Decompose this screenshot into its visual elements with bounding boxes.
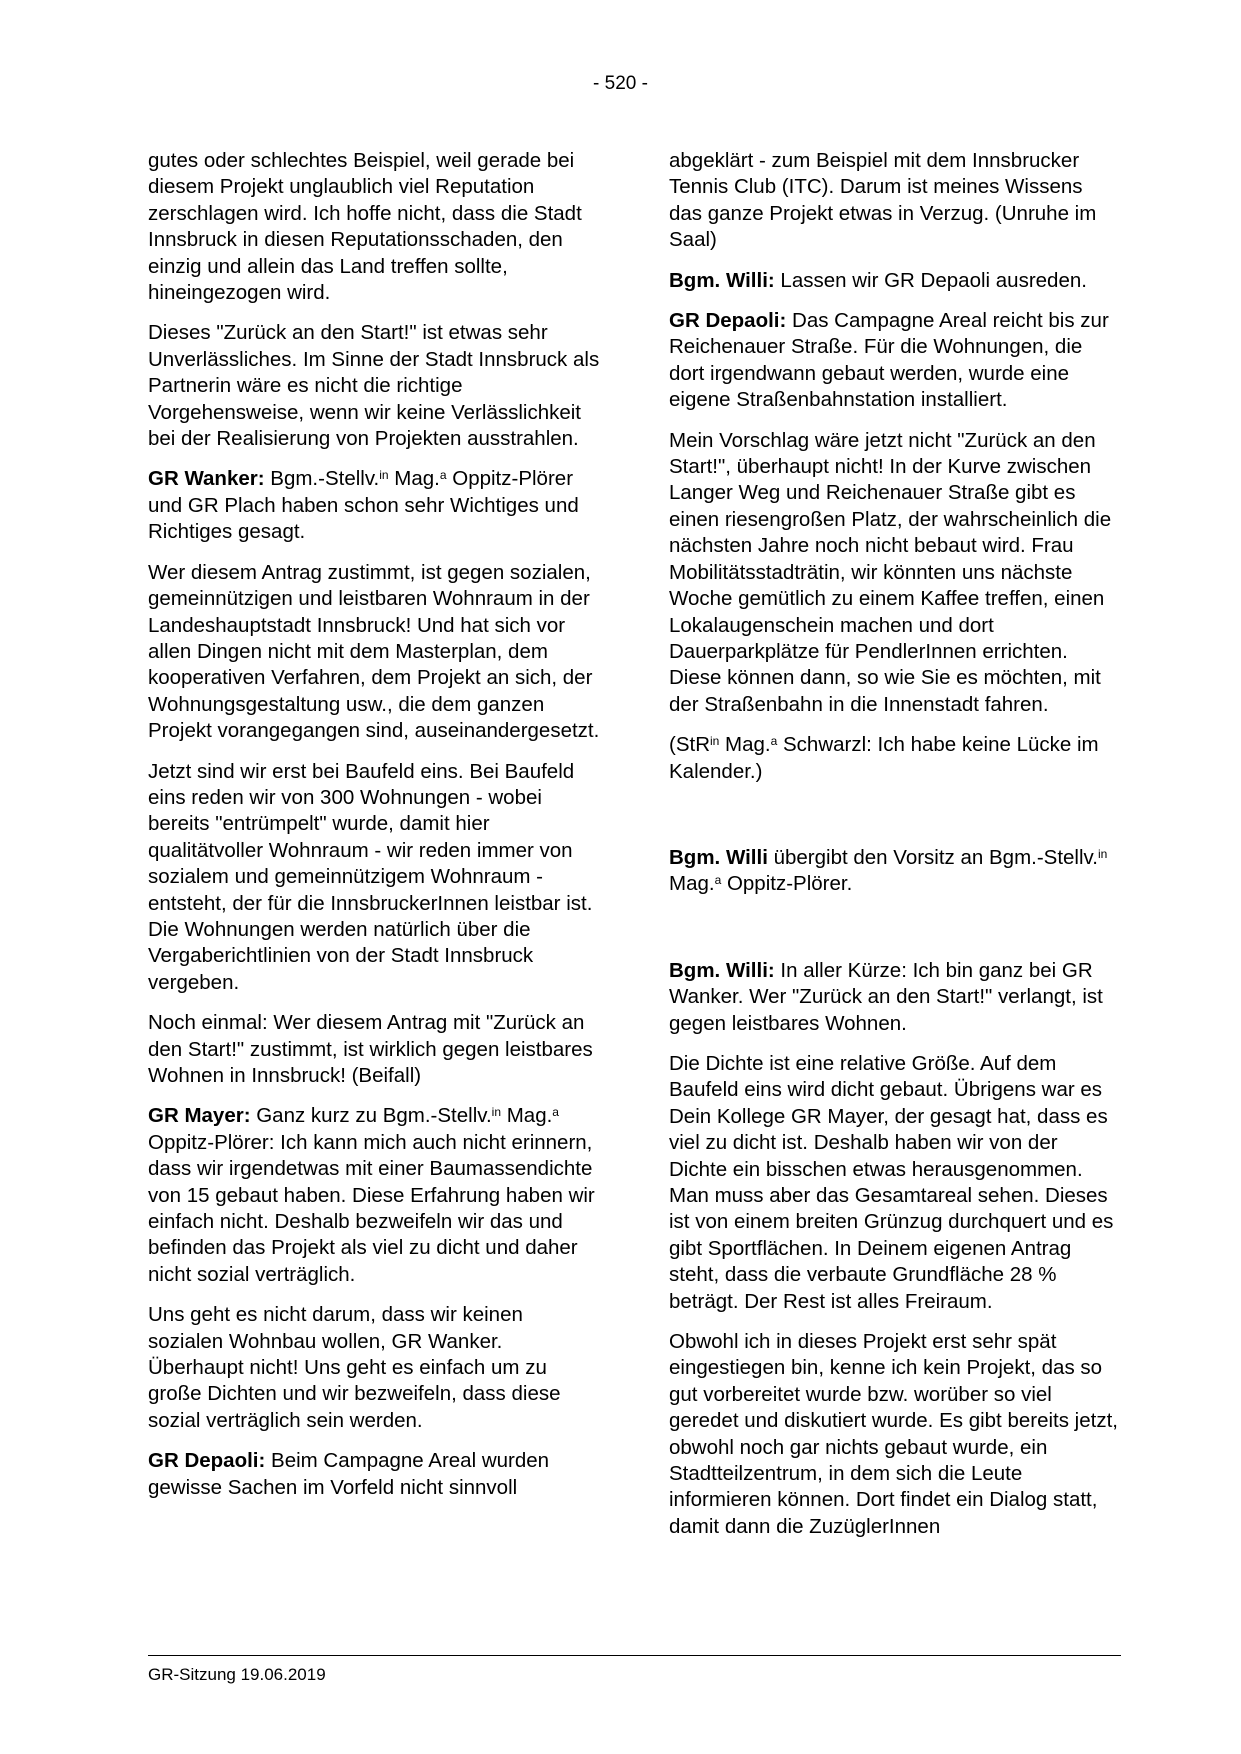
right-column [669,148,1121,1554]
superscript-suffix: a [714,873,722,888]
speaker-paragraph: Bgm. Willi übergibt den Vorsitz an Bgm.-Stellv.$^{in}$ Mag.$^a$ Oppitz-Plörer. [669,845,1108,896]
body-paragraph: Jetzt sind wir erst bei Baufeld eins. Bei Baufeld eins reden wir von 300 Wohnungen - wobei bereits "entrümpelt" wurde, damit hier qualitätvoller Wohnraum - wir reden immer von sozialem und gemeinnützigem Wohnraum - entsteht, der für die InnsbruckerInnen leistbar ist. Die Wohnungen werden natürlich über die Vergaberichtlinien von der Stadt Innsbruck vergeben. [148,759,593,994]
body-paragraph: gutes oder schlechtes Beispiel, weil gerade bei diesem Projekt unglaublich viel Reputation zerschlagen wird. Ich hoffe nicht, dass die Stadt Innsbruck in diesen Reputationsschaden, den einzig und allein das Land treffen sollte, hineingezogen wird. [148,149,582,305]
speaker-name: GR Depaoli: [669,309,787,333]
body-paragraph: abgeklärt - zum Beispiel mit dem Innsbrucker Tennis Club (ITC). Darum ist meines Wissens das ganze Projekt etwas in Verzug. (Unruhe im Saal) [669,149,1097,252]
body-paragraph: Wer diesem Antrag zustimmt, ist gegen sozialen, gemeinnützigen und leistbaren Wohnraum in der Landeshauptstadt Innsbruck! Und hat sich vor allen Dingen nicht mit dem Masterplan, dem kooperativen Verfahren, dem Projekt an sich, der Wohnungsgestaltung usw., die dem ganzen Projekt vorangegangen sind, auseinandergesetzt. [148,560,600,743]
speaker-paragraph: GR Wanker: Bgm.-Stellv.$^{in}$ Mag.$^a$ Oppitz-Plörer und GR Plach haben schon sehr Wichtiges und Richtiges gesagt. [148,467,579,544]
superscript-suffix: in [1097,846,1108,861]
superscript-suffix: in [491,1105,502,1120]
body-paragraph: (StR$^{in}$ Mag.$^a$ Schwarzl: Ich habe keine Lücke im Kalender.) [669,733,1099,783]
speaker-name: Bgm. Willi: [669,268,775,292]
speaker-paragraph: GR Mayer: Ganz kurz zu Bgm.-Stellv.$^{in}$ Mag.$^a$ Oppitz-Plörer: Ich kann mich auch nicht erinnern, dass wir irgendetwas mit einer Baumassendichte von 15 gebaut haben. Diese Erfahrung haben wir einfach nicht. Deshalb bezweifeln wir das und befinden das Projekt als viel zu dicht und daher nicht sozial verträglich. [148,1104,595,1286]
speaker-name: GR Wanker: [148,467,265,491]
superscript-suffix: a [552,1105,559,1120]
body-paragraph: Dieses "Zurück an den Start!" ist etwas sehr Unverlässliches. Im Sinne der Stadt Innsbruck als Partnerin wäre es nicht die richtige Vorgehensweise, wenn wir keine Verlässlichkeit bei der Realisierung von Projekten ausstrahlen. [148,321,600,451]
body-paragraph: Obwohl ich in dieses Projekt erst sehr spät eingestiegen bin, kenne ich kein Projekt, das so gut vorbereitet wurde bzw. worüber so viel geredet und diskutiert wurde. Es gibt bereits jetzt, obwohl noch gar nichts gebaut wurde, ein Stadtteilzentrum, in dem sich die Leute informieren können. Dort findet ein Dialog statt, damit dann die ZuzüglerInnen [669,1330,1118,1538]
footer-session-date: GR-Sitzung 19.06.2019 [148,1665,326,1684]
body-paragraph: Die Dichte ist eine relative Größe. Auf dem Baufeld eins wird dicht gebaut. Übrigens war es Dein Kollege GR Mayer, der gesagt hat, dass es viel zu dicht ist. Deshalb haben wir von der Dichte ein bisschen etwas herausgenommen. Man muss aber das Gesamtareal sehen. Dieses ist von einem breiten Grünzug durchquert und es gibt Sportflächen. In Deinem eigenen Antrag steht, dass die verbaute Grundfläche 28 % beträgt. Der Rest ist alles Freiraum. [669,1051,1114,1313]
body-paragraph: Noch einmal: Wer diesem Antrag mit "Zurück an den Start!" zustimmt, ist wirklich gegen leistbares Wohnen in Innsbruck! (Beifall) [148,1011,593,1087]
speaker-paragraph: Bgm. Willi: In aller Kürze: Ich bin ganz bei GR Wanker. Wer "Zurück an den Start!" verlangt, ist gegen leistbares Wohnen. [669,958,1103,1035]
superscript-suffix: a [770,734,778,749]
superscript-suffix: in [710,734,720,749]
superscript-suffix: a [439,468,447,483]
footer-divider [148,1655,1121,1656]
speaker-paragraph: GR Depaoli: Beim Campagne Areal wurden gewisse Sachen im Vorfeld nicht sinnvoll [148,1449,550,1499]
body-paragraph: Uns geht es nicht darum, dass wir keinen sozialen Wohnbau wollen, GR Wanker. Überhaupt nicht! Uns geht es einfach um zu große Dichten und wir bezweifeln, dass diese sozial verträglich sein werden. [148,1303,561,1432]
speaker-name: GR Depaoli: [148,1449,266,1473]
page-number: - 520 - [593,73,648,94]
superscript-suffix: in [379,468,389,483]
speaker-name: GR Mayer: [148,1104,251,1128]
body-paragraph: Mein Vorschlag wäre jetzt nicht "Zurück an den Start!", überhaupt nicht! In der Kurve zwischen Langer Weg und Reichenauer Straße gibt es einen riesengroßen Platz, der wahrscheinlich die nächsten Jahre noch nicht bebaut wird. Frau Mobilitätsstadträtin, wir könnten uns nächste Woche gemütlich zu einem Kaffee treffen, einen Lokalaugenschein machen und dort Dauerparkplätze für PendlerInnen errichten. Diese können dann, so wie Sie es möchten, mit der Straßenbahn in die Innenstadt fahren. [669,428,1112,716]
speaker-paragraph: Bgm. Willi: Lassen wir GR Depaoli ausreden. [669,268,1087,292]
speaker-name: Bgm. Willi [669,845,768,869]
speaker-name: Bgm. Willi: [669,958,775,982]
speaker-paragraph: GR Depaoli: Das Campagne Areal reicht bis zur Reichenauer Straße. Für die Wohnungen, die dort irgendwann gebaut werden, wurde eine eigene Straßenbahnstation installiert. [669,309,1109,412]
left-column [148,148,600,1515]
